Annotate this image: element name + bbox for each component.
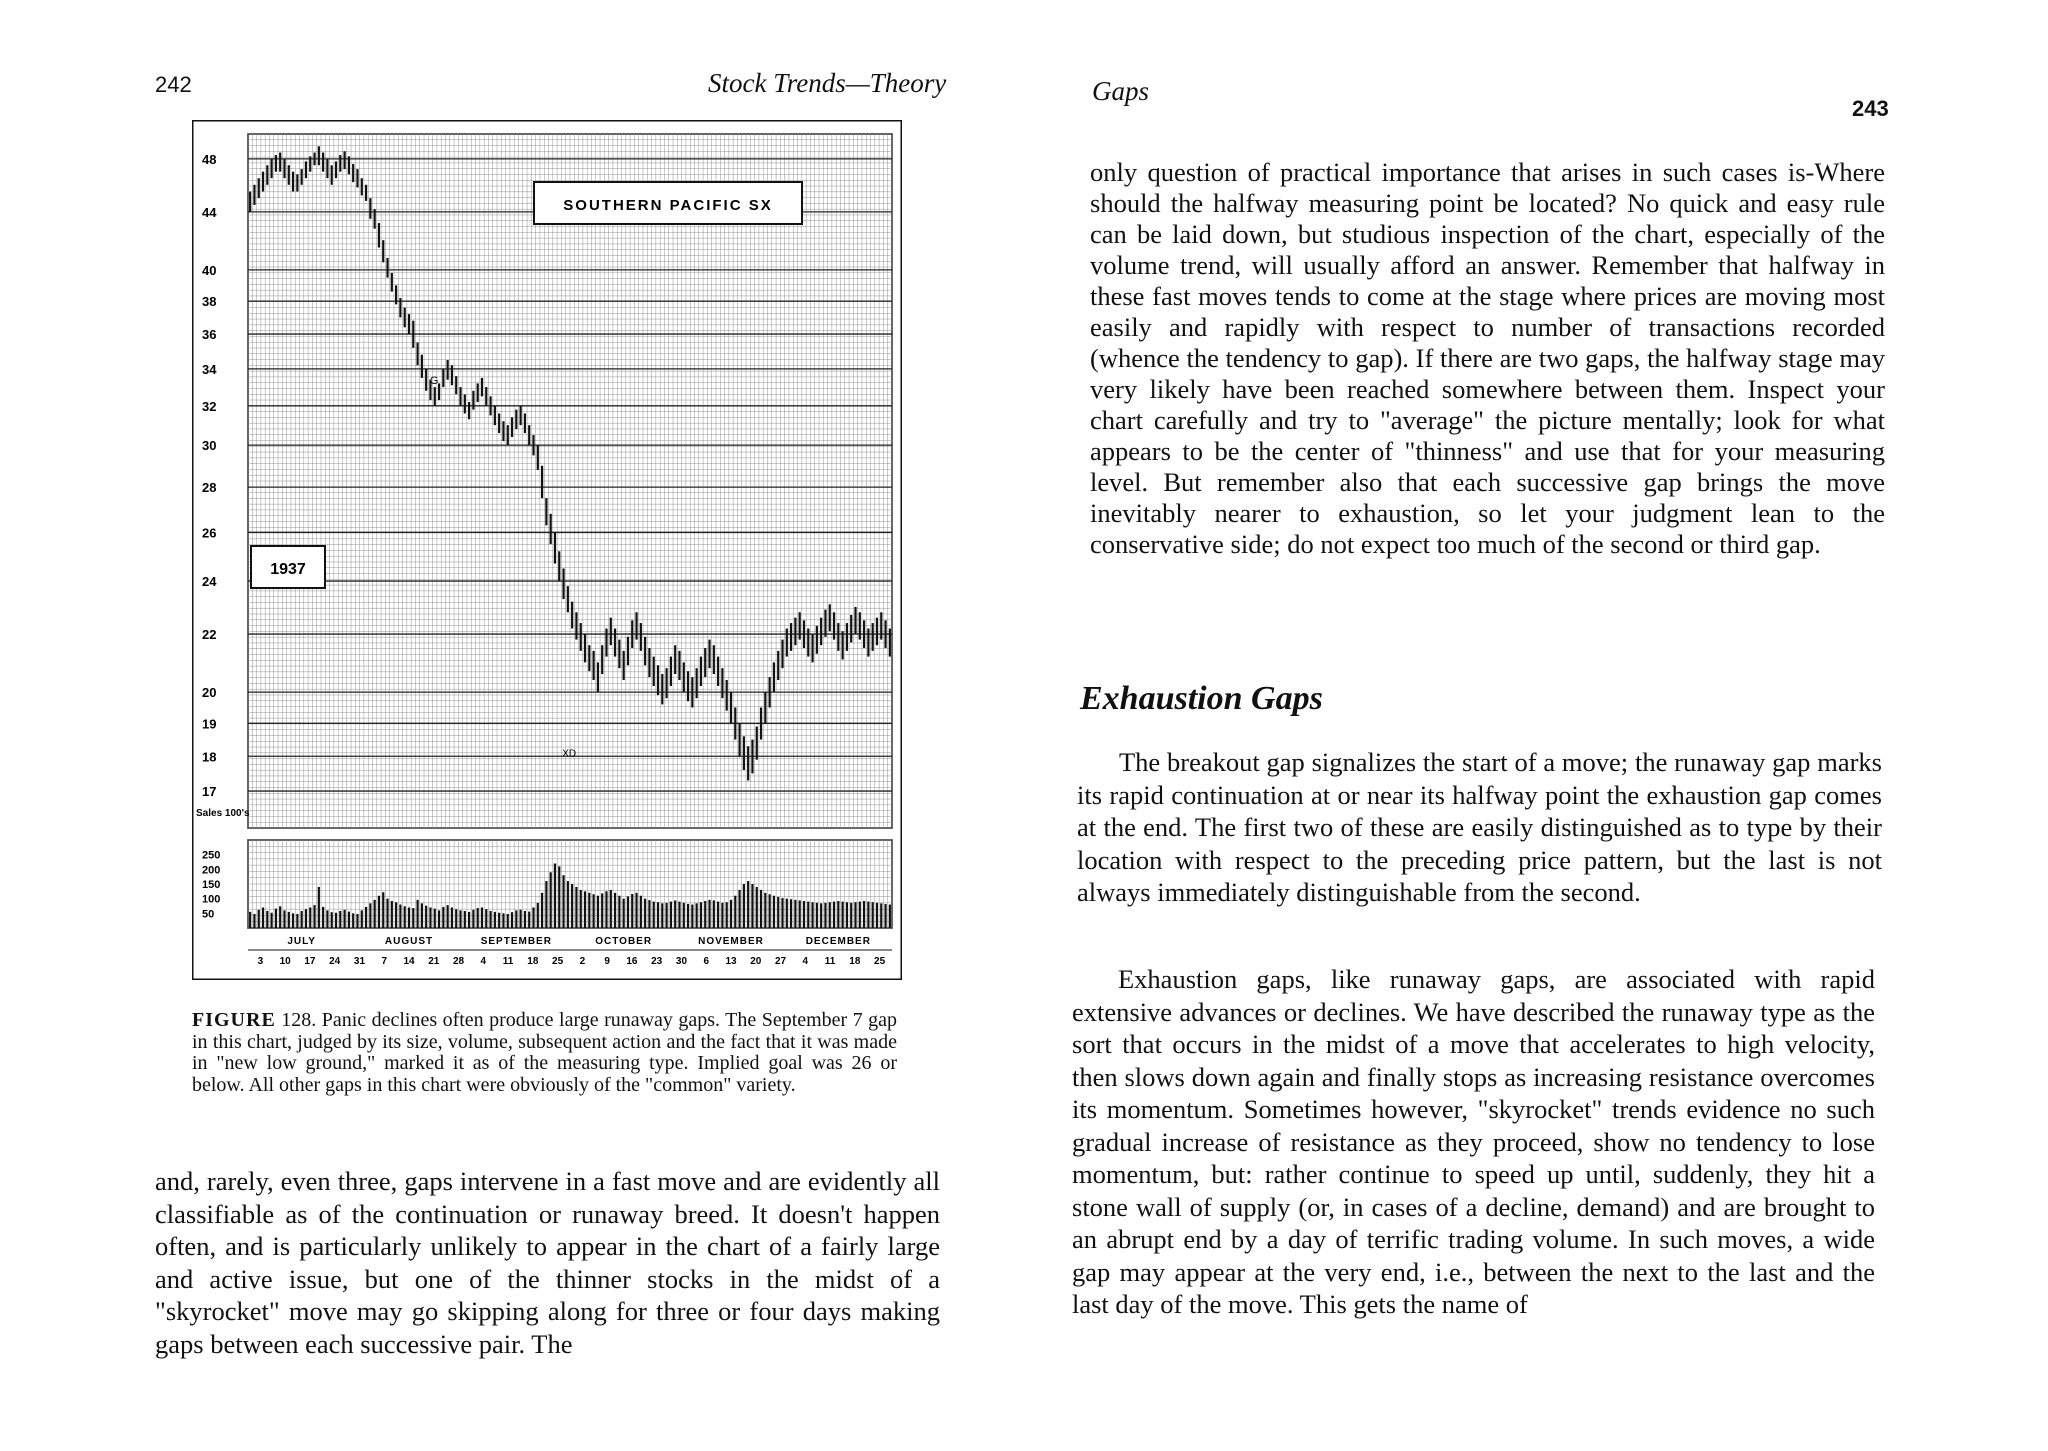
week-date-label: 7 (381, 956, 388, 967)
week-date-label: 9 (604, 956, 610, 967)
figure-128-chart (192, 120, 902, 980)
month-label: AUGUST (384, 936, 434, 947)
price-tick-label: 32 (202, 398, 217, 414)
price-tick-label: 24 (202, 574, 217, 590)
week-date-label: 23 (651, 956, 663, 967)
ex-dividend-label: XD (562, 748, 577, 760)
week-date-label: 11 (502, 956, 514, 967)
month-label: JULY (287, 936, 316, 947)
section-heading-exhaustion-gaps: Exhaustion Gaps (1080, 680, 1323, 717)
year-label: 1937 (270, 561, 306, 578)
week-date-label: 25 (874, 956, 886, 967)
price-tick-label: 26 (202, 525, 217, 541)
week-date-label: 11 (824, 956, 836, 967)
month-label: OCTOBER (595, 936, 653, 947)
left-body-paragraph: and, rarely, even three, gaps intervene in a fast move and are evidently all classifiable as of the continuation or runaway breed. It doesn't happen often, and is particularly unlikely to appear in the chart of a fairly large and active issue, but one of the thinner stocks in the midst of a "skyrocket" move may go skipping along for three or four days making gaps between each successive pair. The (155, 1166, 940, 1359)
week-date-label: 13 (725, 956, 737, 967)
price-tick-label: 18 (202, 749, 217, 765)
price-tick-label: 48 (202, 151, 217, 167)
week-date-label: 4 (802, 956, 809, 967)
price-tick-label: 22 (202, 627, 217, 643)
week-date-label: 27 (774, 956, 787, 967)
week-date-label: 16 (626, 956, 638, 967)
southern-pacific-chart-svg (192, 120, 902, 980)
week-date-label: 2 (579, 956, 586, 967)
figure-caption-text: 128. Panic declines often produce large runaway gaps. The September 7 gap in this chart, judged by its size, volume, subsequent action and the fact that it was made in "new low ground," marked it as of the measuring type. Implied goal was 26 or below. All other gaps in this chart were obviously of the "common" variety. (192, 1009, 898, 1096)
right-paragraph-1: only question of practical importance that arises in such cases is-Where should the halfway measuring point be located? No quick and easy rule can be laid down, but studious inspection of the chart, especially of the volume trend, will usually afford an answer. Remember that halfway in these fast moves tends to come at the stage where prices are moving most easily and rapidly with respect to number of transactions recorded (whence the tendency to gap). If there are two gaps, the halfway stage may very likely have been reached somewhere between them. Inspect your chart carefully and try to "average" the picture mentally; look for what appears to be the center of "thinness" and use that for your measuring level. But remember also that each successive gap brings the move inevitably nearer to exhaustion, so let your judgment lean to the conservative side; do not expect too much of the second or third gap. (1090, 157, 1885, 559)
week-date-label: 10 (279, 956, 291, 967)
week-date-label: 14 (403, 956, 415, 967)
week-date-label: 4 (480, 956, 487, 967)
week-date-label: 24 (329, 956, 341, 967)
week-date-label: 30 (675, 956, 688, 967)
left-page-number: 242 (155, 72, 192, 97)
price-tick-label: 38 (202, 294, 217, 310)
right-page-number: 243 (1852, 96, 1889, 121)
left-running-head: Stock Trends—Theory (708, 68, 947, 98)
price-tick-label: 44 (202, 204, 217, 220)
week-date-label: 21 (428, 956, 440, 967)
price-tick-label: 19 (202, 716, 217, 732)
week-date-label: 31 (353, 956, 366, 967)
chart-title: SOUTHERN PACIFIC SX (563, 197, 773, 214)
price-tick-label: 20 (202, 685, 217, 701)
month-label: NOVEMBER (698, 936, 764, 947)
volume-tick-label: 200 (202, 864, 221, 877)
price-tick-label: 36 (202, 327, 217, 343)
volume-axis-label: Sales 100's (196, 808, 250, 819)
right-paragraph-2: The breakout gap signalizes the start of a move; the runaway gap marks its rapid continuation at or near its halfway point the exhaustion gap comes at the end. The first two of these are easily distinguished as to type by their location with respect to the preceding price pattern, but the last is not always immediately distinguishable from the second. (1077, 747, 1882, 907)
week-date-label: 28 (452, 956, 465, 967)
gap-marker-label: G (429, 374, 439, 387)
week-date-label: 17 (304, 956, 316, 967)
price-tick-label: 28 (202, 480, 217, 496)
volume-tick-label: 150 (202, 879, 221, 891)
figure-caption (192, 1010, 897, 1096)
week-date-label: 6 (703, 956, 710, 967)
month-label: SEPTEMBER (480, 936, 552, 947)
chart-grid (248, 134, 892, 928)
price-tick-label: 34 (202, 361, 217, 377)
week-date-label: 3 (257, 956, 264, 967)
price-tick-label: 17 (202, 784, 217, 800)
price-tick-label: 40 (202, 262, 217, 278)
week-date-label: 18 (527, 956, 539, 967)
week-date-label: 20 (750, 956, 762, 967)
week-date-label: 25 (552, 956, 564, 967)
month-label: DECEMBER (805, 936, 871, 947)
week-date-label: 18 (849, 956, 861, 967)
right-paragraph-3: Exhaustion gaps, like runaway gaps, are associated with rapid extensive advances or declines. We have described the runaway type as the sort that occurs in the midst of a move that accelerates to high velocity, then slows down again and finally stops as increasing resistance overcomes its momentum. Sometimes however, "skyrocket" trends evidence no such gradual increase of resistance as they proceed, show no tendency to lose momentum, but: rather continue to speed up until, suddenly, they hit a stone wall of supply (or, in cases of a decline, demand) and are brought to an abrupt end by a day of terrific trading volume. In such moves, a wide gap may appear at the very end, i.e., between the next to the last and the last day of the move. This gets the name of (1072, 964, 1875, 1319)
volume-tick-label: 250 (202, 849, 221, 862)
right-running-head: Gaps (1092, 76, 1150, 106)
figure-label: FIGURE (192, 1009, 276, 1031)
price-tick-label: 30 (202, 438, 217, 454)
volume-tick-label: 50 (202, 908, 215, 921)
volume-tick-label: 100 (202, 893, 221, 906)
